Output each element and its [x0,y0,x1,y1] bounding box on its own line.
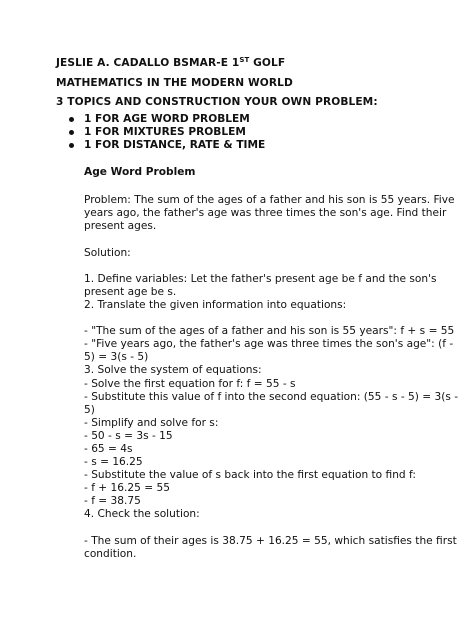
course-title: MATHEMATICS IN THE MODERN WORLD [56,77,293,89]
topic-item-distance [56,139,265,152]
text-line: years ago, the father's age was three times the son's age. Find their [84,207,447,220]
bullet-icon [69,143,74,148]
bullet-icon [69,117,74,122]
text-line: - f + 16.25 = 55 [84,482,170,495]
solution-steps-intro [84,272,437,312]
assignment-instruction: 3 TOPICS AND CONSTRUCTION YOUR OWN PROBLEM: [56,96,378,108]
solution-label: Solution: [84,246,131,259]
text-line: 1. Define variables: Let the father's present age be f and the son's [84,272,437,285]
author-line [56,56,285,69]
topic-label: 1 FOR AGE WORD PROBLEM [84,113,250,125]
text-line: present age be s. [84,285,177,298]
text-line: - "Five years ago, the father's age was three times the son's age": (f - [84,338,454,351]
text-line: - s = 16.25 [84,456,143,469]
solution-steps-work [84,325,459,521]
problem-statement [84,194,455,233]
author-name: JESLIE A. CADALLO BSMAR-E 1 [56,57,240,69]
text-line: - Simplify and solve for s: [84,416,219,429]
topic-item-age [56,113,265,126]
topic-label: 1 FOR MIXTURES PROBLEM [84,126,246,139]
topic-list [56,113,265,153]
text-line: - The sum of their ages is 38.75 + 16.25 = 55, which satisfies the first [84,534,457,547]
text-line: - 50 - s = 3s - 15 [84,429,173,442]
bullet-icon [69,130,74,135]
ordinal-suffix: ST [239,56,250,64]
text-line: - Solve the first equation for f: f = 55 - s [84,377,296,390]
text-line: - 65 = 4s [84,442,133,455]
author-section: GOLF [249,57,286,69]
text-line: 4. Check the solution: [84,508,200,521]
topic-label: 1 FOR DISTANCE, RATE & TIME [84,139,266,152]
section-title: Age Word Problem [84,166,196,178]
solution-check [84,534,457,561]
text-line: - Substitute the value of s back into the first equation to find f: [84,469,416,482]
text-line: 2. Translate the given information into equations: [84,298,347,311]
text-line: - Substitute this value of f into the second equation: (55 - s - 5) = 3(s - [84,390,459,403]
text-line: present ages. [84,220,157,233]
text-line: 5) [84,403,95,416]
text-line: 3. Solve the system of equations: [84,364,262,377]
text-line: - f = 38.75 [84,495,141,508]
text-line: 5) = 3(s - 5) [84,351,149,364]
topic-item-mixtures [56,126,265,139]
text-line: condition. [84,547,137,560]
text-line: - "The sum of the ages of a father and his son is 55 years": f + s = 55 [84,325,455,338]
problem-content [84,166,459,561]
text-line: Problem: The sum of the ages of a father and his son is 55 years. Five [84,194,455,207]
